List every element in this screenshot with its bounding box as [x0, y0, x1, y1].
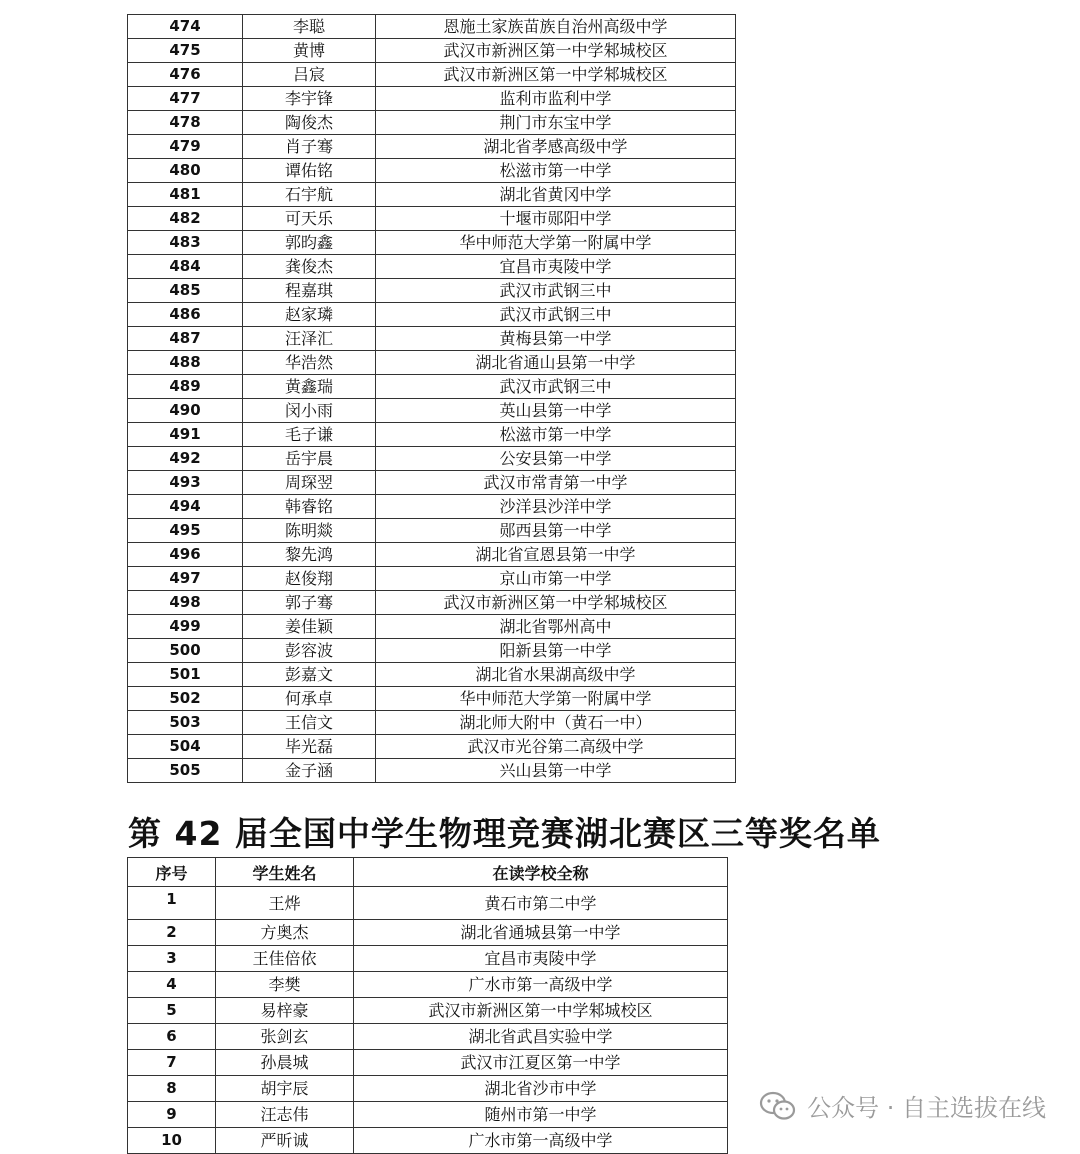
- row-index: 476: [128, 63, 243, 87]
- row-index: 499: [128, 615, 243, 639]
- student-name: 金子涵: [243, 759, 376, 783]
- student-name: 周琛翌: [243, 471, 376, 495]
- table-row: [128, 972, 728, 998]
- student-name: 肖子骞: [243, 135, 376, 159]
- section-title: 第 42 届全国中学生物理竞赛湖北赛区三等奖名单: [128, 814, 881, 853]
- row-index: 8: [128, 1076, 216, 1102]
- student-name: 姜佳颖: [243, 615, 376, 639]
- student-name: 赵俊翔: [243, 567, 376, 591]
- student-name: 胡宇辰: [216, 1076, 354, 1102]
- table-row: [128, 711, 736, 735]
- school-name: 监利市监利中学: [376, 87, 736, 111]
- school-name: 武汉市新洲区第一中学邾城校区: [354, 998, 728, 1024]
- school-name: 华中师范大学第一附属中学: [376, 687, 736, 711]
- row-index: 6: [128, 1024, 216, 1050]
- school-name: 武汉市武钢三中: [376, 279, 736, 303]
- student-name: 方奥杰: [216, 920, 354, 946]
- school-name: 恩施土家族苗族自治州高级中学: [376, 15, 736, 39]
- row-index: 488: [128, 351, 243, 375]
- row-index: 482: [128, 207, 243, 231]
- row-index: 500: [128, 639, 243, 663]
- table-row: [128, 447, 736, 471]
- school-name: 武汉市光谷第二高级中学: [376, 735, 736, 759]
- row-index: 478: [128, 111, 243, 135]
- school-name: 郧西县第一中学: [376, 519, 736, 543]
- school-name: 武汉市新洲区第一中学邾城校区: [376, 63, 736, 87]
- student-name: 毕光磊: [243, 735, 376, 759]
- row-index: 4: [128, 972, 216, 998]
- table-header-row: [128, 858, 728, 887]
- school-name: 兴山县第一中学: [376, 759, 736, 783]
- table-row: [128, 759, 736, 783]
- student-name: 张剑玄: [216, 1024, 354, 1050]
- student-name: 李聪: [243, 15, 376, 39]
- school-name: 黄梅县第一中学: [376, 327, 736, 351]
- school-name: 湖北省武昌实验中学: [354, 1024, 728, 1050]
- watermark: [759, 1088, 1046, 1123]
- table-row: [128, 183, 736, 207]
- third-prize-table: [127, 857, 728, 1154]
- table-row: [128, 920, 728, 946]
- student-name: 毛子谦: [243, 423, 376, 447]
- row-index: 505: [128, 759, 243, 783]
- school-name: 英山县第一中学: [376, 399, 736, 423]
- table-row: [128, 567, 736, 591]
- table-row: [128, 1076, 728, 1102]
- third-prize-table-body: [128, 887, 728, 1154]
- row-index: 494: [128, 495, 243, 519]
- row-index: 479: [128, 135, 243, 159]
- table-row: [128, 998, 728, 1024]
- school-name: 宜昌市夷陵中学: [354, 946, 728, 972]
- student-name: 李樊: [216, 972, 354, 998]
- school-name: 广水市第一高级中学: [354, 972, 728, 998]
- row-index: 501: [128, 663, 243, 687]
- row-index: 503: [128, 711, 243, 735]
- table-row: [128, 639, 736, 663]
- table-row: [128, 519, 736, 543]
- school-name: 湖北省通山县第一中学: [376, 351, 736, 375]
- school-name: 湖北省水果湖高级中学: [376, 663, 736, 687]
- table-row: [128, 495, 736, 519]
- school-name: 京山市第一中学: [376, 567, 736, 591]
- header-school: 在读学校全称: [354, 858, 728, 887]
- student-name: 彭容波: [243, 639, 376, 663]
- wechat-icon: [759, 1091, 797, 1121]
- table-row: [128, 1102, 728, 1128]
- school-name: 武汉市江夏区第一中学: [354, 1050, 728, 1076]
- table-row: [128, 543, 736, 567]
- school-name: 湖北师大附中（黄石一中）: [376, 711, 736, 735]
- table-row: [128, 327, 736, 351]
- school-name: 华中师范大学第一附属中学: [376, 231, 736, 255]
- student-name: 王烨: [216, 887, 354, 920]
- student-name: 汪志伟: [216, 1102, 354, 1128]
- school-name: 湖北省通城县第一中学: [354, 920, 728, 946]
- student-name: 王佳倍依: [216, 946, 354, 972]
- table-row: [128, 39, 736, 63]
- row-index: 484: [128, 255, 243, 279]
- row-index: 487: [128, 327, 243, 351]
- table-row: [128, 279, 736, 303]
- student-name: 黎先鸿: [243, 543, 376, 567]
- student-name: 龚俊杰: [243, 255, 376, 279]
- table-row: [128, 471, 736, 495]
- table-row: [128, 207, 736, 231]
- school-name: 松滋市第一中学: [376, 159, 736, 183]
- table-row: [128, 135, 736, 159]
- row-index: 480: [128, 159, 243, 183]
- row-index: 490: [128, 399, 243, 423]
- row-index: 496: [128, 543, 243, 567]
- school-name: 宜昌市夷陵中学: [376, 255, 736, 279]
- table-row: [128, 63, 736, 87]
- award-table-body: [128, 15, 736, 783]
- table-row: [128, 887, 728, 920]
- student-name: 华浩然: [243, 351, 376, 375]
- student-name: 陶俊杰: [243, 111, 376, 135]
- table-row: [128, 375, 736, 399]
- table-row: [128, 663, 736, 687]
- school-name: 湖北省宣恩县第一中学: [376, 543, 736, 567]
- table-row: [128, 1128, 728, 1154]
- award-table-continued: [127, 14, 736, 783]
- table-row: [128, 87, 736, 111]
- row-index: 475: [128, 39, 243, 63]
- school-name: 武汉市武钢三中: [376, 303, 736, 327]
- header-name: 学生姓名: [216, 858, 354, 887]
- table-row: [128, 255, 736, 279]
- row-index: 492: [128, 447, 243, 471]
- student-name: 闵小雨: [243, 399, 376, 423]
- table-row: [128, 15, 736, 39]
- table-row: [128, 615, 736, 639]
- school-name: 湖北省鄂州高中: [376, 615, 736, 639]
- table-row: [128, 1024, 728, 1050]
- school-name: 松滋市第一中学: [376, 423, 736, 447]
- student-name: 程嘉琪: [243, 279, 376, 303]
- table-row: [128, 399, 736, 423]
- student-name: 可天乐: [243, 207, 376, 231]
- row-index: 486: [128, 303, 243, 327]
- row-index: 474: [128, 15, 243, 39]
- student-name: 汪泽汇: [243, 327, 376, 351]
- school-name: 荆门市东宝中学: [376, 111, 736, 135]
- row-index: 497: [128, 567, 243, 591]
- row-index: 502: [128, 687, 243, 711]
- table-row: [128, 231, 736, 255]
- school-name: 湖北省黄冈中学: [376, 183, 736, 207]
- table-row: [128, 946, 728, 972]
- row-index: 483: [128, 231, 243, 255]
- table-row: [128, 111, 736, 135]
- table-row: [128, 351, 736, 375]
- table-row: [128, 159, 736, 183]
- student-name: 何承卓: [243, 687, 376, 711]
- student-name: 彭嘉文: [243, 663, 376, 687]
- student-name: 吕宸: [243, 63, 376, 87]
- student-name: 王信文: [243, 711, 376, 735]
- student-name: 石宇航: [243, 183, 376, 207]
- school-name: 湖北省沙市中学: [354, 1076, 728, 1102]
- school-name: 黄石市第二中学: [354, 887, 728, 920]
- row-index: 9: [128, 1102, 216, 1128]
- row-index: 2: [128, 920, 216, 946]
- row-index: 5: [128, 998, 216, 1024]
- row-index: 498: [128, 591, 243, 615]
- row-index: 477: [128, 87, 243, 111]
- student-name: 李宇锋: [243, 87, 376, 111]
- school-name: 公安县第一中学: [376, 447, 736, 471]
- school-name: 阳新县第一中学: [376, 639, 736, 663]
- row-index: 3: [128, 946, 216, 972]
- row-index: 489: [128, 375, 243, 399]
- student-name: 孙晨城: [216, 1050, 354, 1076]
- row-index: 491: [128, 423, 243, 447]
- row-index: 481: [128, 183, 243, 207]
- student-name: 岳宇晨: [243, 447, 376, 471]
- table-row: [128, 591, 736, 615]
- header-index: 序号: [128, 858, 216, 887]
- student-name: 易梓豪: [216, 998, 354, 1024]
- student-name: 韩睿铭: [243, 495, 376, 519]
- school-name: 随州市第一中学: [354, 1102, 728, 1128]
- table-row: [128, 1050, 728, 1076]
- school-name: 沙洋县沙洋中学: [376, 495, 736, 519]
- table-row: [128, 687, 736, 711]
- table-row: [128, 303, 736, 327]
- school-name: 武汉市新洲区第一中学邾城校区: [376, 591, 736, 615]
- school-name: 十堰市郧阳中学: [376, 207, 736, 231]
- school-name: 广水市第一高级中学: [354, 1128, 728, 1154]
- row-index: 10: [128, 1128, 216, 1154]
- row-index: 504: [128, 735, 243, 759]
- row-index: 7: [128, 1050, 216, 1076]
- student-name: 黄博: [243, 39, 376, 63]
- student-name: 严昕诚: [216, 1128, 354, 1154]
- table-row: [128, 735, 736, 759]
- row-index: 495: [128, 519, 243, 543]
- school-name: 武汉市新洲区第一中学邾城校区: [376, 39, 736, 63]
- student-name: 谭佑铭: [243, 159, 376, 183]
- row-index: 493: [128, 471, 243, 495]
- student-name: 郭子骞: [243, 591, 376, 615]
- row-index: 1: [128, 887, 216, 920]
- row-index: 485: [128, 279, 243, 303]
- school-name: 湖北省孝感高级中学: [376, 135, 736, 159]
- school-name: 武汉市武钢三中: [376, 375, 736, 399]
- student-name: 赵家璘: [243, 303, 376, 327]
- table-row: [128, 423, 736, 447]
- student-name: 黄鑫瑞: [243, 375, 376, 399]
- watermark-text: 公众号 · 自主选拔在线: [807, 1094, 1046, 1122]
- student-name: 郭昀鑫: [243, 231, 376, 255]
- school-name: 武汉市常青第一中学: [376, 471, 736, 495]
- student-name: 陈明燚: [243, 519, 376, 543]
